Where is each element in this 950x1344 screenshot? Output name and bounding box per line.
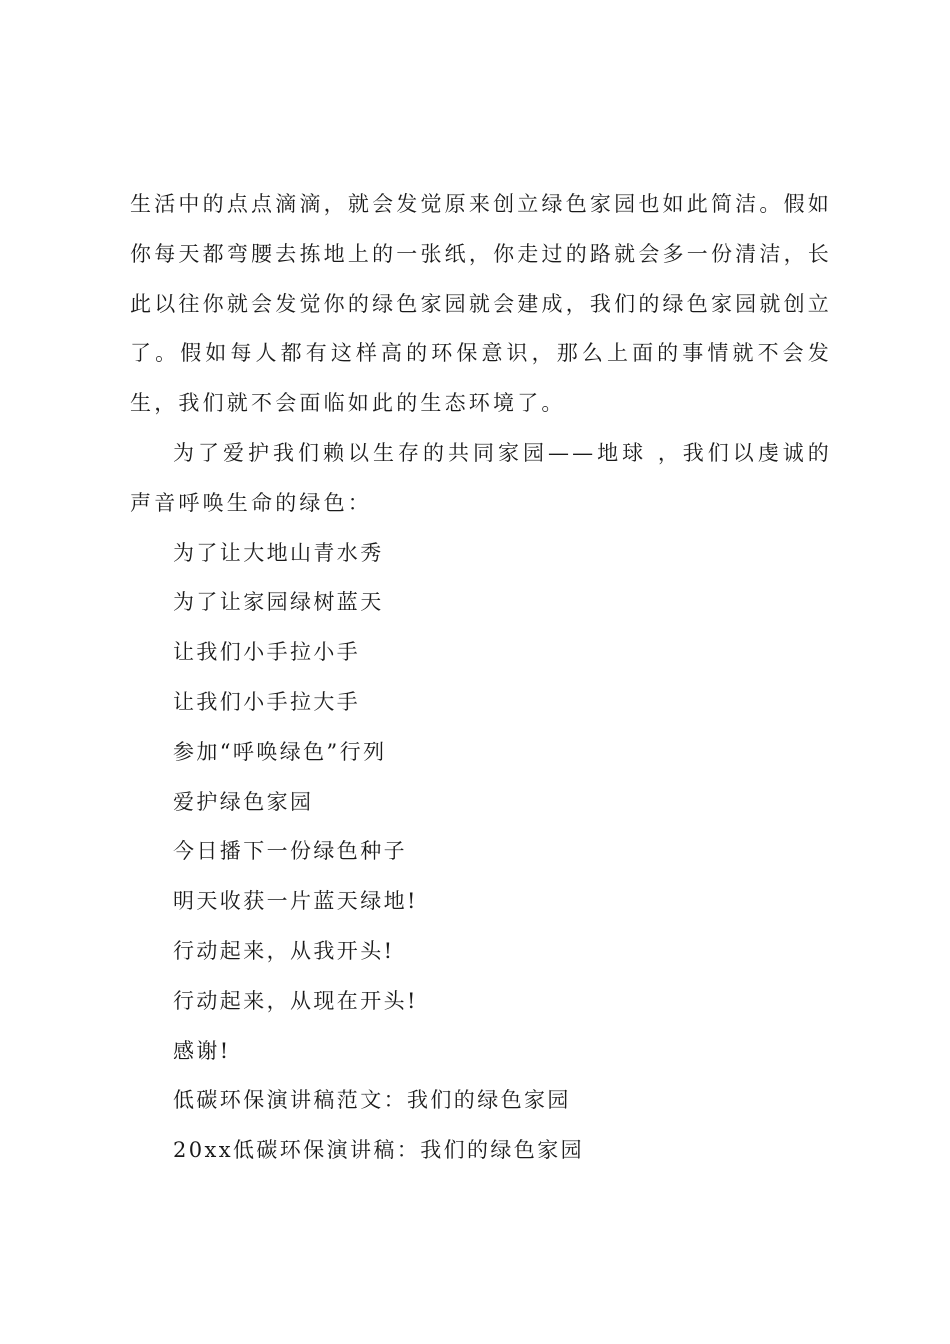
related-title: 低碳环保演讲稿范文：我们的绿色家园 bbox=[173, 1088, 571, 1113]
verse-line: 爱护绿色家园 bbox=[173, 789, 314, 814]
verse-line: 让我们小手拉小手 bbox=[173, 640, 361, 665]
closing-line: 感谢! bbox=[173, 1038, 231, 1063]
body-paragraph: 生活中的点点滴滴，就会发觉原来创立绿色家园也如此简洁。假如你每天都弯腰去拣地上的一张纸，你走过的路就会多一份清洁，长此以往你就会发觉你的绿色家园就会建成，我们的绿色家园就创立了。假如每人都有这样高的环保意识，那么上面的事情就不会发生，我们就不会面临如此的生态环境了。 bbox=[130, 192, 832, 416]
verse-line: 行动起来，从我开头! bbox=[173, 938, 395, 963]
verse-line: 明天收获一片蓝天绿地! bbox=[173, 889, 418, 914]
verse-line: 今日播下一份绿色种子 bbox=[173, 839, 407, 864]
verse-line: 参加“呼唤绿色”行列 bbox=[173, 739, 387, 764]
document-page bbox=[130, 180, 832, 1176]
body-paragraph: 为了爱护我们赖以生存的共同家园——地球 ，我们以虔诚的声音呼唤生命的绿色： bbox=[130, 440, 832, 515]
verse-line: 为了让大地山青水秀 bbox=[173, 540, 384, 565]
verse-line: 为了让家园绿树蓝天 bbox=[173, 590, 384, 615]
related-title: 20xx低碳环保演讲稿：我们的绿色家园 bbox=[173, 1138, 585, 1163]
verse-line: 让我们小手拉大手 bbox=[173, 689, 361, 714]
verse-line: 行动起来，从现在开头! bbox=[173, 988, 418, 1013]
